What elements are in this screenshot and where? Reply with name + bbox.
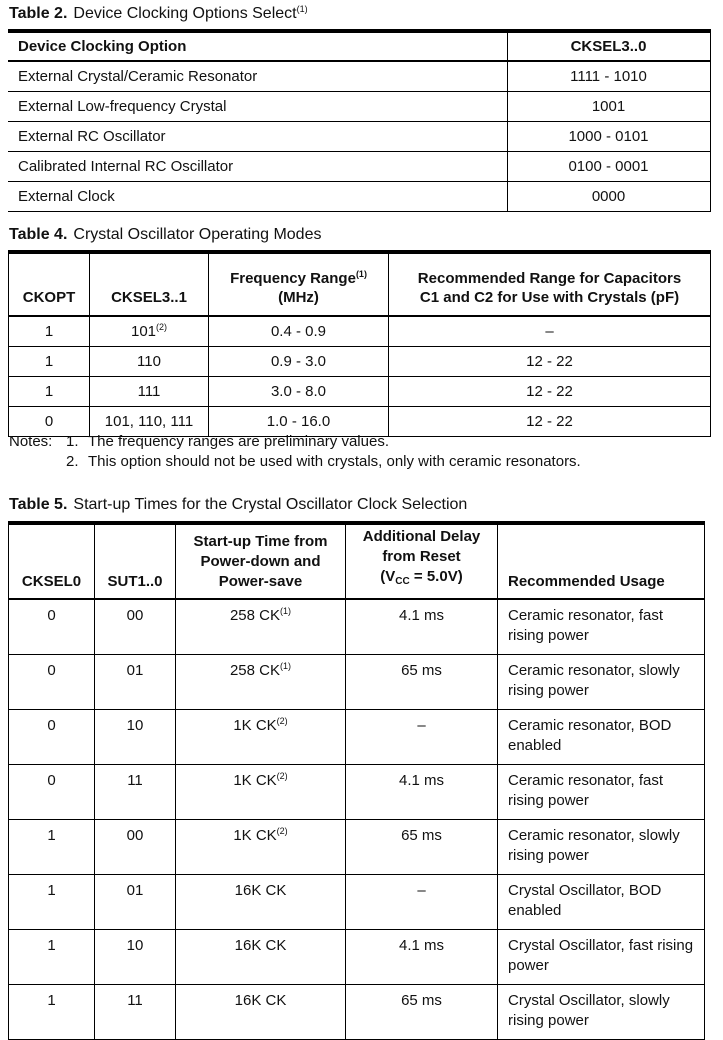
table-row	[9, 316, 711, 347]
table5-cell-startup	[176, 765, 346, 820]
table5-cell-sut: 00	[95, 599, 176, 655]
notes-label: Notes:	[9, 433, 53, 450]
table5-cell-sut: 10	[95, 710, 176, 765]
table5-cell-usage: Ceramic resonator, fast rising power	[498, 599, 705, 655]
table5-startup-value: 1K CK	[233, 772, 277, 789]
table5-startup-note: (2)	[276, 771, 288, 781]
table5-header-sut: SUT1..0	[95, 523, 176, 599]
table4-header-cksel: CKSEL3..1	[90, 252, 209, 316]
table5-header-row	[9, 523, 705, 599]
table5-cell-usage: Ceramic resonator, BOD enabled	[498, 710, 705, 765]
table5-header-delay	[346, 523, 498, 599]
table2-title: Device Clocking Options Select	[73, 5, 297, 22]
table4-header-cap-line2: C1 and C2 for Use with Crystals (pF)	[419, 289, 680, 306]
table4-header-frequency	[209, 252, 389, 316]
table-row	[9, 930, 705, 985]
table2-cell-option: Calibrated Internal RC Oscillator	[8, 152, 507, 182]
table4-cell-capacitors: –	[389, 316, 711, 347]
note-item	[9, 432, 581, 452]
table5-cell-delay: 4.1 ms	[346, 765, 498, 820]
table-row	[9, 985, 705, 1040]
table5-cell-usage: Ceramic resonator, slowly rising power	[498, 820, 705, 875]
table-row	[8, 61, 710, 92]
table2-header-cksel: CKSEL3..0	[507, 31, 710, 61]
table4-cell-cksel: 101, 110, 111	[90, 407, 209, 437]
table5-header-startup	[176, 523, 346, 599]
table5-header-startup-line1: Start-up Time from	[193, 533, 328, 550]
table5-label: Table 5.	[9, 496, 68, 513]
table5-cell-usage: Crystal Oscillator, slowly rising power	[498, 985, 705, 1040]
table5-startup-value: 1K CK	[233, 827, 277, 844]
table5-startup-note: (1)	[280, 661, 292, 671]
table-row	[9, 377, 711, 407]
note-item	[9, 452, 581, 472]
table5-cell-sut: 00	[95, 820, 176, 875]
table2-label: Table 2.	[9, 5, 68, 22]
note-number: 1.	[66, 433, 79, 450]
table2-cell-cksel: 1000 - 0101	[507, 122, 710, 152]
table5-cell-sut: 01	[95, 655, 176, 710]
table2	[8, 29, 711, 212]
table-row	[8, 92, 710, 122]
table-row	[9, 655, 705, 710]
table4-cell-capacitors: 12 - 22	[389, 347, 711, 377]
table5-cell-startup	[176, 655, 346, 710]
table5-cell-delay: –	[346, 875, 498, 930]
table5-cell-startup	[176, 875, 346, 930]
note-text: This option should not be used with crystals, only with ceramic resonators.	[88, 453, 581, 470]
table-row	[9, 765, 705, 820]
table5-header-cksel0: CKSEL0	[9, 523, 95, 599]
table2-cell-option: External Clock	[8, 182, 507, 212]
table2-header-row	[8, 31, 710, 61]
table4	[8, 250, 711, 437]
note-text: The frequency ranges are preliminary values.	[88, 433, 389, 450]
table5-cell-sut: 11	[95, 765, 176, 820]
table5-cell-cksel0: 1	[9, 875, 95, 930]
table5-cell-cksel0: 1	[9, 820, 95, 875]
table-row	[9, 710, 705, 765]
table5-cell-startup	[176, 985, 346, 1040]
table5-cell-cksel0: 1	[9, 930, 95, 985]
table4-cell-cksel: 111	[90, 377, 209, 407]
table4-cell-cksel: 110	[90, 347, 209, 377]
table4-label: Table 4.	[9, 226, 68, 243]
table5-cell-delay: 65 ms	[346, 985, 498, 1040]
table-row	[8, 182, 710, 212]
table2-title-note: (1)	[296, 4, 308, 14]
table5-cell-sut: 11	[95, 985, 176, 1040]
table4-cell-ckopt: 1	[9, 377, 90, 407]
table5-startup-note: (1)	[280, 606, 292, 616]
table5-header-delay-sub: CC	[395, 576, 410, 587]
table5-cell-sut: 01	[95, 875, 176, 930]
table5-cell-delay: 4.1 ms	[346, 930, 498, 985]
table5-cell-cksel0: 0	[9, 655, 95, 710]
table4-header-capacitors	[389, 252, 711, 316]
table5-startup-note: (2)	[276, 826, 288, 836]
table2-cell-option: External RC Oscillator	[8, 122, 507, 152]
table4-header-freq-line1: Frequency Range	[230, 270, 356, 287]
table4-header-cap-line1: Recommended Range for Capacitors	[417, 270, 682, 287]
table4-header-freq-note: (1)	[355, 269, 367, 279]
table4-cell-cksel	[90, 316, 209, 347]
table5-cell-cksel0: 1	[9, 985, 95, 1040]
table5-cell-cksel0: 0	[9, 599, 95, 655]
table5-cell-delay: 4.1 ms	[346, 599, 498, 655]
table4-title: Crystal Oscillator Operating Modes	[73, 226, 322, 243]
table4-cell-frequency: 3.0 - 8.0	[209, 377, 389, 407]
table5-title: Start-up Times for the Crystal Oscillator Clock Selection	[73, 496, 468, 513]
table5-startup-value: 1K CK	[233, 717, 277, 734]
table5-cell-sut: 10	[95, 930, 176, 985]
table4-header-freq-line2: (MHz)	[278, 289, 319, 306]
table5-cell-usage: Crystal Oscillator, fast rising power	[498, 930, 705, 985]
table5-startup-value: 16K CK	[234, 937, 287, 954]
table5-caption	[9, 496, 467, 514]
table-row	[9, 347, 711, 377]
table2-cell-cksel: 1111 - 1010	[507, 61, 710, 92]
table4-header-ckopt: CKOPT	[9, 252, 90, 316]
table5-header-delay-v: (V	[380, 568, 396, 585]
table5-cell-usage: Ceramic resonator, fast rising power	[498, 765, 705, 820]
table5-cell-cksel0: 0	[9, 710, 95, 765]
table4-notes	[9, 432, 581, 472]
table5-header-startup-line3: Power-save	[218, 573, 303, 590]
table2-cell-cksel: 1001	[507, 92, 710, 122]
table5-header-delay-rest: = 5.0V)	[409, 568, 463, 585]
table5-cell-delay: –	[346, 710, 498, 765]
table4-cksel-value: 101	[130, 323, 157, 340]
table5-startup-value: 16K CK	[234, 882, 287, 899]
table5-cell-delay: 65 ms	[346, 655, 498, 710]
table5-cell-startup	[176, 710, 346, 765]
table5-header-delay-line1: Additional Delay	[362, 528, 481, 545]
table4-cell-capacitors: 12 - 22	[389, 407, 711, 437]
table4-header-row	[9, 252, 711, 316]
table5-cell-startup	[176, 820, 346, 875]
table4-cell-ckopt: 1	[9, 316, 90, 347]
table5-startup-note: (2)	[276, 716, 288, 726]
table5-cell-cksel0: 0	[9, 765, 95, 820]
table5	[8, 521, 705, 1040]
table5-cell-startup	[176, 599, 346, 655]
table-row	[8, 152, 710, 182]
table2-caption	[9, 5, 308, 23]
table4-cell-ckopt: 0	[9, 407, 90, 437]
table5-cell-delay: 65 ms	[346, 820, 498, 875]
table-row	[9, 875, 705, 930]
table4-cell-ckopt: 1	[9, 347, 90, 377]
note-number: 2.	[66, 453, 79, 470]
table4-cksel-note: (2)	[156, 322, 168, 332]
table5-header-usage: Recommended Usage	[498, 523, 705, 599]
table4-caption	[9, 226, 321, 244]
table5-startup-value: 258 CK	[229, 662, 281, 679]
table2-cell-option: External Crystal/Ceramic Resonator	[8, 61, 507, 92]
table4-cell-frequency: 0.9 - 3.0	[209, 347, 389, 377]
table4-cell-capacitors: 12 - 22	[389, 377, 711, 407]
table5-startup-value: 16K CK	[234, 992, 287, 1009]
table5-cell-usage: Ceramic resonator, slowly rising power	[498, 655, 705, 710]
table5-startup-value: 258 CK	[229, 607, 281, 624]
table2-cell-option: External Low-frequency Crystal	[8, 92, 507, 122]
table2-header-option: Device Clocking Option	[8, 31, 507, 61]
table5-header-delay-line2: from Reset	[382, 548, 461, 565]
table5-cell-usage: Crystal Oscillator, BOD enabled	[498, 875, 705, 930]
table-row	[9, 820, 705, 875]
table5-header-startup-line2: Power-down and	[200, 553, 321, 570]
table2-cell-cksel: 0000	[507, 182, 710, 212]
table5-cell-startup	[176, 930, 346, 985]
table4-cell-frequency: 1.0 - 16.0	[209, 407, 389, 437]
table4-cell-frequency: 0.4 - 0.9	[209, 316, 389, 347]
table-row	[9, 599, 705, 655]
table2-cell-cksel: 0100 - 0001	[507, 152, 710, 182]
table-row	[8, 122, 710, 152]
